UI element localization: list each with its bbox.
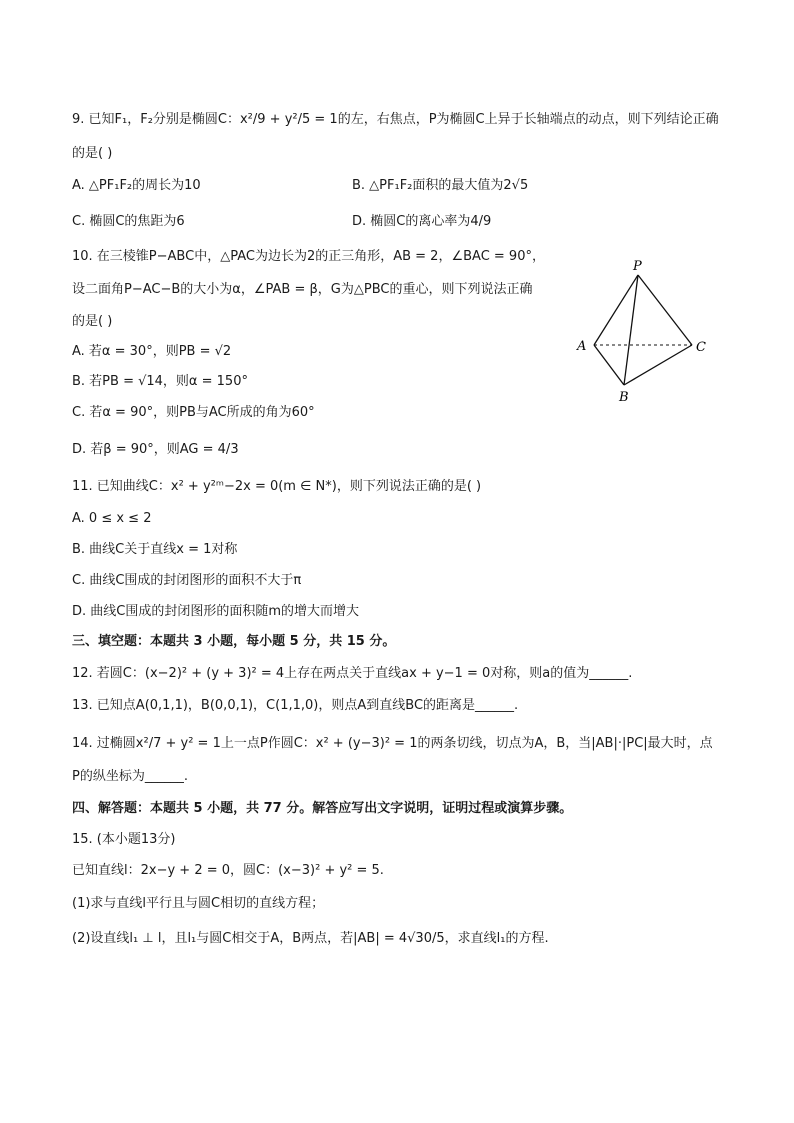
vertex-label-a: A — [577, 339, 587, 354]
q11-stem: 11. 已知曲线C：x² + y²ᵐ−2x = 0(m ∈ N*)，则下列说法正确的是( ) — [72, 479, 482, 494]
edge-ab — [594, 345, 624, 385]
q14-stem-line1: 14. 过椭圆x²/7 + y² = 1上一点P作圆C：x² + (y−3)² = 1的两条切线，切点为A，B，当|AB|·|PC|最大时，点 — [72, 736, 713, 751]
vertex-label-c: C — [696, 340, 706, 355]
q10-option-b: B. 若PB = √14，则α = 150° — [72, 374, 248, 389]
tetrahedron-svg — [572, 255, 720, 405]
vertex-label-p: P — [633, 259, 642, 274]
q14-stem-line2: P的纵坐标为______. — [72, 769, 188, 784]
q13-stem: 13. 已知点A(0,1,1)，B(0,0,1)，C(1,1,0)，则点A到直线BC的距离是______. — [72, 698, 519, 713]
q15-part2: (2)设直线l₁ ⊥ l，且l₁与圆C相交于A，B两点，若|AB| = 4√30/5，求直线l₁的方程. — [72, 931, 549, 946]
q10-stem-line2: 设二面角P−AC−B的大小为α，∠PAB = β，G为△PBC的重心，则下列说法正确 — [72, 282, 533, 297]
q10-option-d: D. 若β = 90°，则AG = 4/3 — [72, 442, 239, 457]
q9-stem-line2: 的是( ) — [72, 146, 113, 161]
q10-option-a: A. 若α = 30°，则PB = √2 — [72, 344, 232, 359]
q11-option-d: D. 曲线C围成的封闭图形的面积随m的增大而增大 — [72, 604, 360, 619]
q10-stem-line3: 的是( ) — [72, 314, 113, 329]
q12-stem: 12. 若圆C：(x−2)² + (y + 3)² = 4上存在两点关于直线ax + y−1 = 0对称，则a的值为______. — [72, 666, 633, 681]
edge-bc — [624, 345, 692, 385]
edge-pb — [624, 275, 638, 385]
q9-option-a: A. △PF₁F₂的周长为10 — [72, 178, 201, 193]
q10-stem-line1: 10. 在三棱锥P−ABC中，△PAC为边长为2的正三角形，AB = 2，∠BAC = 90°， — [72, 249, 545, 264]
tetrahedron-figure — [572, 255, 720, 405]
section-3-heading: 三、填空题：本题共 3 小题，每小题 5 分，共 15 分。 — [72, 634, 396, 649]
q11-option-c: C. 曲线C围成的封闭图形的面积不大于π — [72, 573, 302, 588]
section-4-heading: 四、解答题：本题共 5 小题，共 77 分。解答应写出文字说明，证明过程或演算步骤。 — [72, 801, 573, 816]
q9-stem-line1: 9. 已知F₁，F₂分别是椭圆C：x²/9 + y²/5 = 1的左，右焦点，P为椭圆C上异于长轴端点的动点，则下列结论正确 — [72, 112, 719, 127]
edge-pc — [638, 275, 692, 345]
q11-option-b: B. 曲线C关于直线x = 1对称 — [72, 542, 238, 557]
edge-pa — [594, 275, 638, 345]
q11-option-a: A. 0 ≤ x ≤ 2 — [72, 511, 152, 526]
q9-option-c: C. 椭圆C的焦距为6 — [72, 214, 185, 229]
q15-part1: (1)求与直线l平行且与圆C相切的直线方程； — [72, 896, 325, 911]
q15-title: 15. (本小题13分) — [72, 832, 176, 847]
q9-option-d: D. 椭圆C的离心率为4/9 — [352, 214, 492, 229]
q9-option-b: B. △PF₁F₂面积的最大值为2√5 — [352, 178, 529, 193]
q10-option-c: C. 若α = 90°，则PB与AC所成的角为60° — [72, 405, 315, 420]
vertex-label-b: B — [619, 390, 629, 405]
q15-given: 已知直线l：2x−y + 2 = 0，圆C：(x−3)² + y² = 5. — [72, 863, 384, 878]
